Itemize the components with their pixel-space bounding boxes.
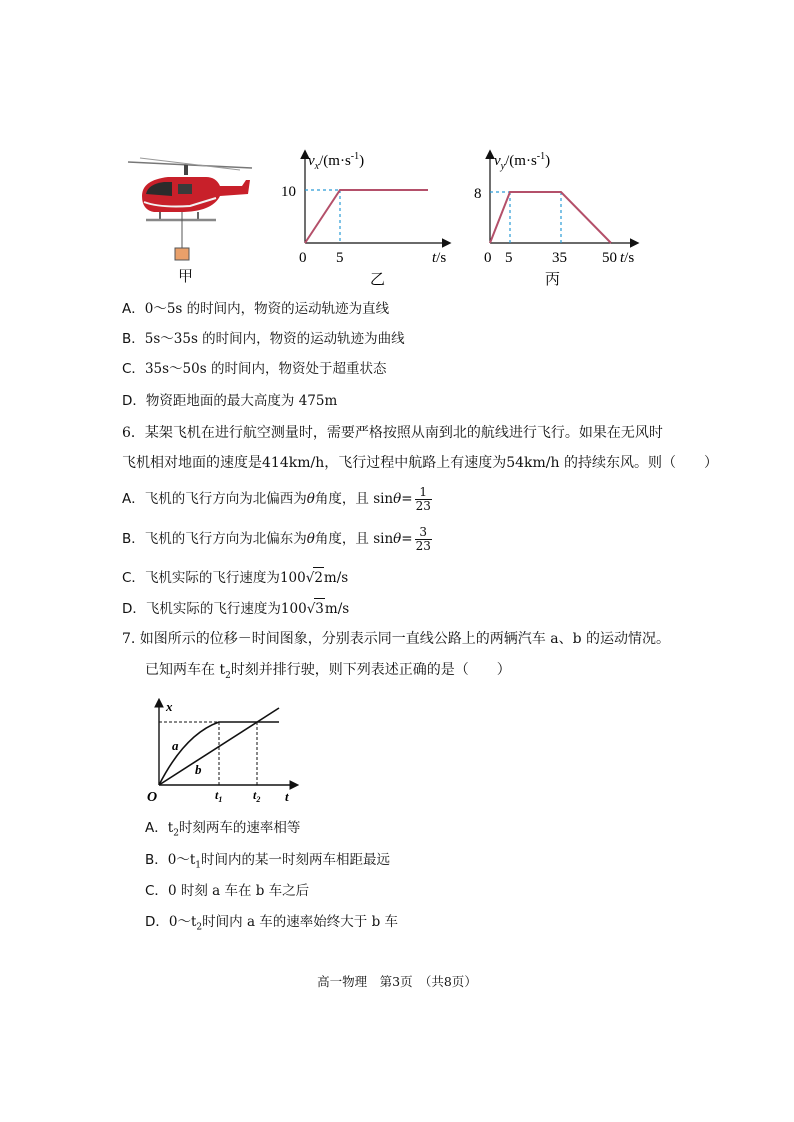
q6-option-c[interactable]: C．飞机实际的飞行速度为100√2m/s xyxy=(122,567,348,588)
vx-line xyxy=(305,190,428,243)
q7-option-d[interactable]: D．$0\sim t_2$时间内 a 车的速率始终大于 b 车 xyxy=(145,914,399,933)
q7-stem-line2: 已知两车在 $t_2$时刻并排行驶，则下列表述正确的是（ ） xyxy=(145,662,511,681)
figure-yi-caption: 乙 xyxy=(370,270,386,288)
q6-option-b[interactable]: B．飞机的飞行方向为北偏东为θ角度，且 sinθ= $\frac{3}{23}$ xyxy=(122,525,431,553)
q5-option-d[interactable]: D．物资距地面的最大高度为 475m xyxy=(122,393,338,409)
q7-option-c[interactable]: C．0 时刻 a 车在 b 车之后 xyxy=(145,883,310,899)
q5-option-b[interactable]: B．5s～35s 的时间内，物资的运动轨迹为曲线 xyxy=(122,331,405,347)
vy-tick-50: 50 xyxy=(602,250,617,266)
label-t2: $t_2$ xyxy=(253,788,261,804)
vy-line xyxy=(490,192,611,243)
q6-stem-line1: 6．某架飞机在进行航空测量时，需要严格按照从南到北的航线进行飞行。如果在无风时 xyxy=(122,425,663,441)
label-t1: $t_1$ xyxy=(215,788,223,804)
vx-y-label: $v_x/(m\cdot s^{-1})$ xyxy=(308,151,365,172)
xt-origin: O xyxy=(147,790,158,805)
vx-t-graph xyxy=(276,145,476,295)
xt-y-label: x xyxy=(166,699,173,714)
vy-x-label: t/s xyxy=(620,250,635,266)
vx-tick-5: 5 xyxy=(336,250,344,266)
label-a: a xyxy=(172,738,179,753)
q5-option-c[interactable]: C．35s～50s 的时间内，物资处于超重状态 xyxy=(122,361,387,377)
figure-bing-caption: 丙 xyxy=(545,270,561,288)
vy-t-graph xyxy=(468,145,668,295)
vx-tick-10: 10 xyxy=(281,184,296,200)
q7-option-a[interactable]: A．$t_2$时刻两车的速率相等 xyxy=(145,820,301,839)
vy-y-label: $v_y/(m\cdot s^{-1})$ xyxy=(494,151,551,172)
q7-option-b[interactable]: B．$0\sim t_1$时间内的某一时刻两车相距最远 xyxy=(145,852,391,871)
q6-stem-line2: 飞机相对地面的速度是414km/h，飞行过程中航路上有速度为54km/h 的持续东风。则（ ） xyxy=(122,455,718,471)
q6-option-a[interactable]: A．飞机的飞行方向为北偏西为θ角度，且 sinθ= $\frac{1}{23}$ xyxy=(122,485,431,513)
x-t-graph xyxy=(145,698,305,808)
vy-tick-35: 35 xyxy=(552,250,567,266)
helicopter-icon xyxy=(128,158,252,260)
q5-option-a[interactable]: A．0～5s 的时间内，物资的运动轨迹为直线 xyxy=(122,301,390,317)
vy-tick-8: 8 xyxy=(474,186,482,202)
q6-option-d[interactable]: D．飞机实际的飞行速度为100√3m/s xyxy=(122,598,349,619)
figure-jia-caption: 甲 xyxy=(178,267,194,285)
vy-origin: 0 xyxy=(484,250,492,266)
label-b: b xyxy=(195,762,202,777)
vy-tick-5: 5 xyxy=(505,250,513,266)
vx-x-label: t/s xyxy=(432,250,447,266)
page-footer: 高一物理 第3页 （共8页） xyxy=(317,974,477,989)
vx-origin: 0 xyxy=(299,250,307,266)
cargo-box xyxy=(175,248,189,260)
xt-x-label: t xyxy=(285,789,289,804)
q7-stem-line1: 7. 如图所示的位移－时间图象，分别表示同一直线公路上的两辆汽车 a、b 的运动情况。 xyxy=(122,631,671,647)
